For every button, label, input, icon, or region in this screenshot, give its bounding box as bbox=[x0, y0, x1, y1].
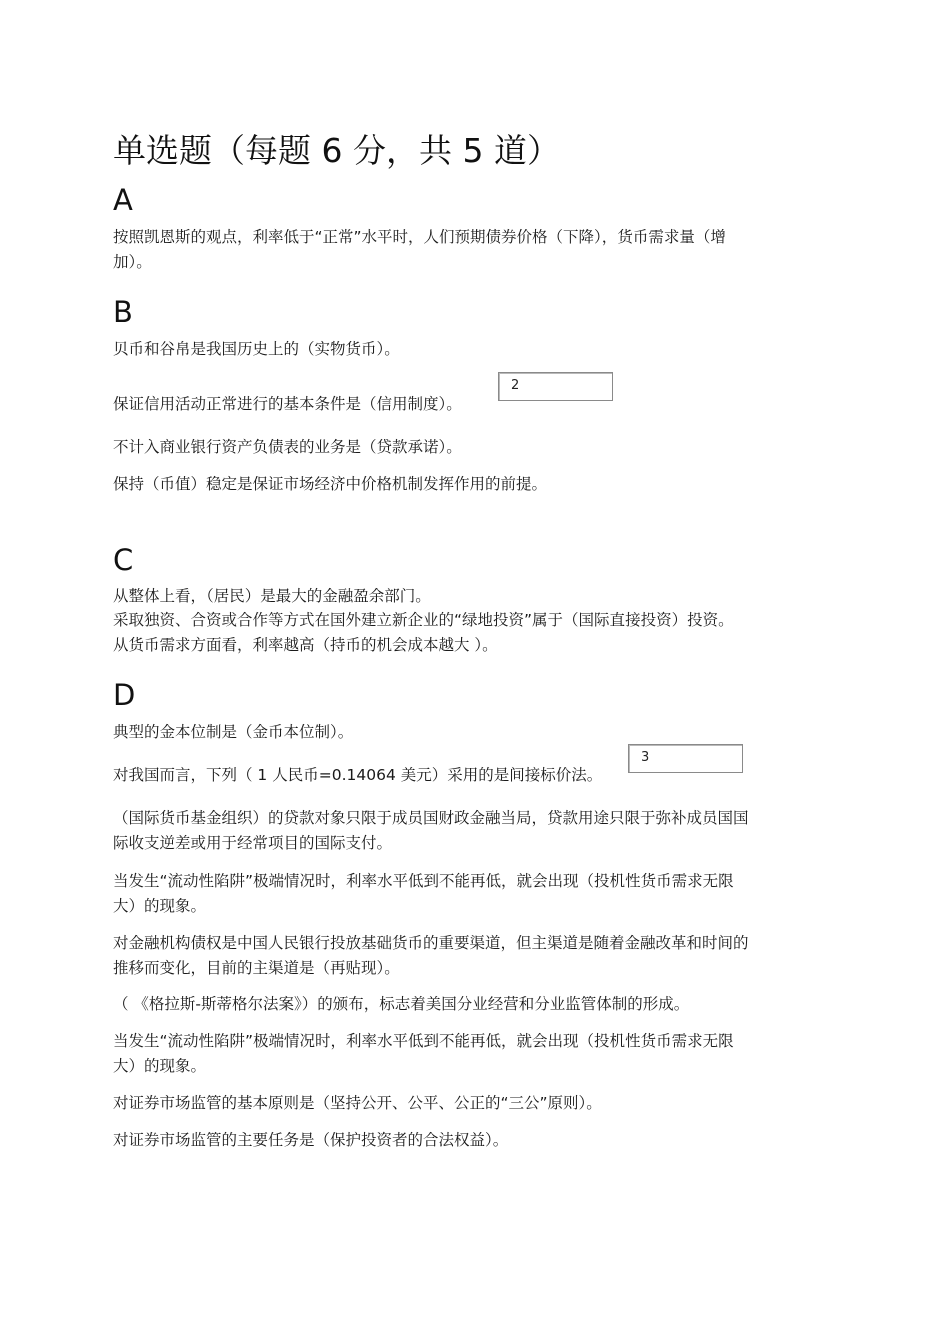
page-title: 单选题（每题 6 分，共 5 道） bbox=[113, 131, 560, 170]
section-d-line-8: 推移而变化，目前的主渠道是（再贴现）。 bbox=[113, 959, 400, 977]
section-d-line-6: 大）的现象。 bbox=[113, 897, 207, 915]
answer-box-b[interactable]: 2 bbox=[498, 372, 613, 401]
section-d-line-7: 对金融机构债权是中国人民银行投放基础货币的重要渠道，但主渠道是随着金融改革和时间的 bbox=[113, 934, 749, 952]
section-b-line-2: 保证信用活动正常进行的基本条件是（信用制度）。 bbox=[113, 395, 462, 413]
section-d-line-13: 对证券市场监管的主要任务是（保护投资者的合法权益）。 bbox=[113, 1131, 509, 1149]
section-c-line-3: 从货币需求方面看，利率越高（持币的机会成本越大 ）。 bbox=[113, 636, 498, 654]
answer-box-d[interactable]: 3 bbox=[628, 744, 743, 773]
section-d-line-4: 际收支逆差或用于经常项目的国际支付。 bbox=[113, 834, 393, 852]
section-d-line-5: 当发生“流动性陷阱”极端情况时，利率水平低到不能再低，就会出现（投机性货币需求无限 bbox=[113, 872, 734, 890]
section-letter-d: D bbox=[113, 678, 136, 712]
section-c-line-2: 采取独资、合资或合作等方式在国外建立新企业的“绿地投资”属于（国际直接投资）投资。 bbox=[113, 611, 734, 629]
section-d-line-1: 典型的金本位制是（金币本位制）。 bbox=[113, 723, 354, 741]
section-d-line-2: 对我国而言，下列（ 1 人民币=0.14064 美元）采用的是间接标价法。 bbox=[113, 766, 603, 784]
section-b-line-4: 保持（币值）稳定是保证市场经济中价格机制发挥作用的前提。 bbox=[113, 475, 548, 493]
section-b-line-3: 不计入商业银行资产负债表的业务是（贷款承诺）。 bbox=[113, 438, 462, 456]
section-a-line-1: 按照凯恩斯的观点，利率低于“正常”水平时，人们预期债券价格（下降），货币需求量（增 bbox=[113, 228, 726, 246]
section-a-line-2: 加）。 bbox=[113, 253, 152, 271]
section-letter-c: C bbox=[113, 543, 134, 577]
section-d-line-11: 大）的现象。 bbox=[113, 1057, 207, 1075]
section-d-line-9: （ 《格拉斯-斯蒂格尔法案》）的颁布，标志着美国分业经营和分业监管体制的形成。 bbox=[113, 995, 690, 1013]
section-d-line-12: 对证券市场监管的基本原则是（坚持公开、公平、公正的“三公”原则）。 bbox=[113, 1094, 602, 1112]
section-letter-b: B bbox=[113, 295, 133, 329]
section-b-line-1: 贝币和谷帛是我国历史上的（实物货币）。 bbox=[113, 340, 400, 358]
section-c-line-1: 从整体上看，（居民）是最大的金融盈余部门。 bbox=[113, 587, 431, 605]
section-d-line-3: （国际货币基金组织）的贷款对象只限于成员国财政金融当局，贷款用途只限于弥补成员国国 bbox=[113, 809, 749, 827]
section-letter-a: A bbox=[113, 183, 133, 217]
section-d-line-10: 当发生“流动性陷阱”极端情况时，利率水平低到不能再低，就会出现（投机性货币需求无限 bbox=[113, 1032, 734, 1050]
